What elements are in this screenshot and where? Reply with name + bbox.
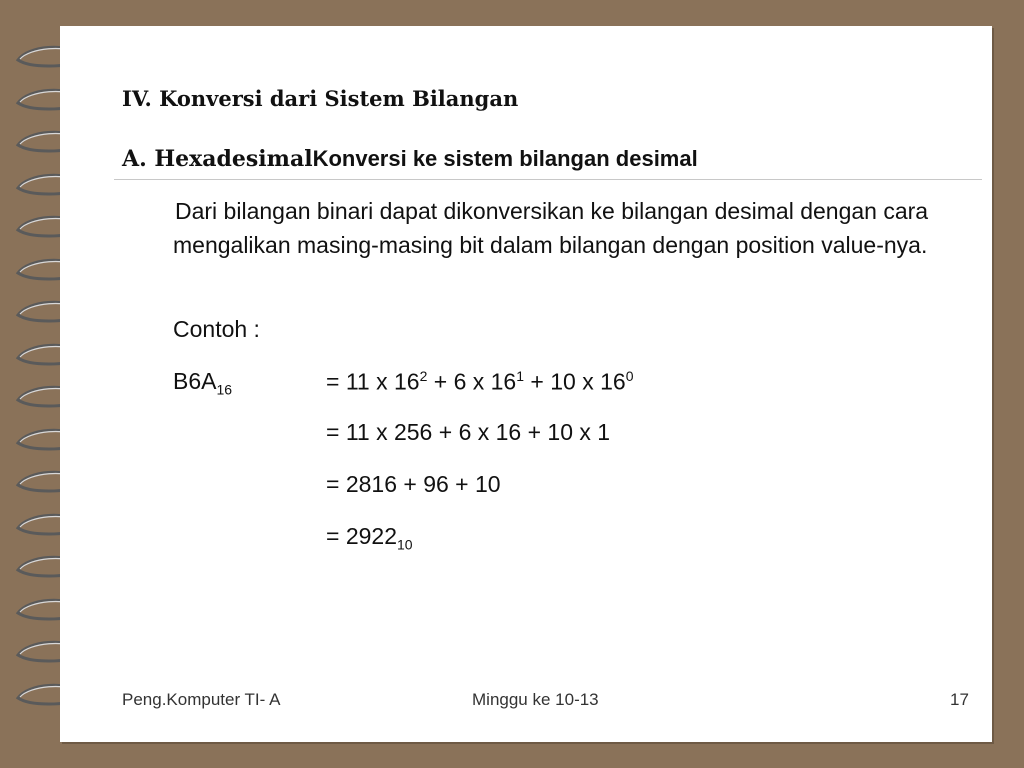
slide-title: IV. Konversi dari Sistem Bilangan	[122, 86, 519, 111]
step-3: = 2816 + 96 + 10	[326, 471, 501, 497]
subtitle-prefix: A. Hexadesimal	[122, 146, 313, 172]
body-paragraph: Dari bilangan binari dapat dikonversikan ke bilangan desimal dengan cara mengalikan masing-masing bit dalam bilangan dengan position value-nya.	[173, 198, 929, 258]
step1-term-c: + 10 x 16	[524, 368, 626, 395]
hex-base: 16	[216, 381, 233, 398]
step1-exp-b: 1	[516, 368, 525, 384]
step1-exp-c: 0	[625, 368, 634, 384]
slide-subtitle	[122, 146, 698, 172]
example-label: Contoh :	[173, 316, 260, 342]
hex-number: B6A	[173, 368, 217, 394]
footer-center: Minggu ke 10-13	[472, 690, 599, 709]
step1-term-a: = 11 x 16	[326, 368, 420, 395]
step-1	[326, 368, 634, 396]
subtitle-rest: Konversi ke sistem bilangan desimal	[312, 146, 698, 171]
step-2: = 11 x 256 + 6 x 16 + 10 x 1	[326, 419, 611, 445]
result-base: 10	[397, 536, 413, 553]
footer-left: Peng.Komputer TI- A	[122, 690, 281, 709]
step1-term-b: + 6 x 16	[427, 368, 517, 395]
step1-exp-a: 2	[419, 368, 428, 384]
slide-page	[60, 26, 992, 742]
title-divider	[114, 179, 982, 180]
result	[326, 523, 413, 553]
page-number: 17	[950, 690, 969, 709]
result-value: = 2922	[326, 523, 397, 549]
example-number	[173, 368, 232, 398]
